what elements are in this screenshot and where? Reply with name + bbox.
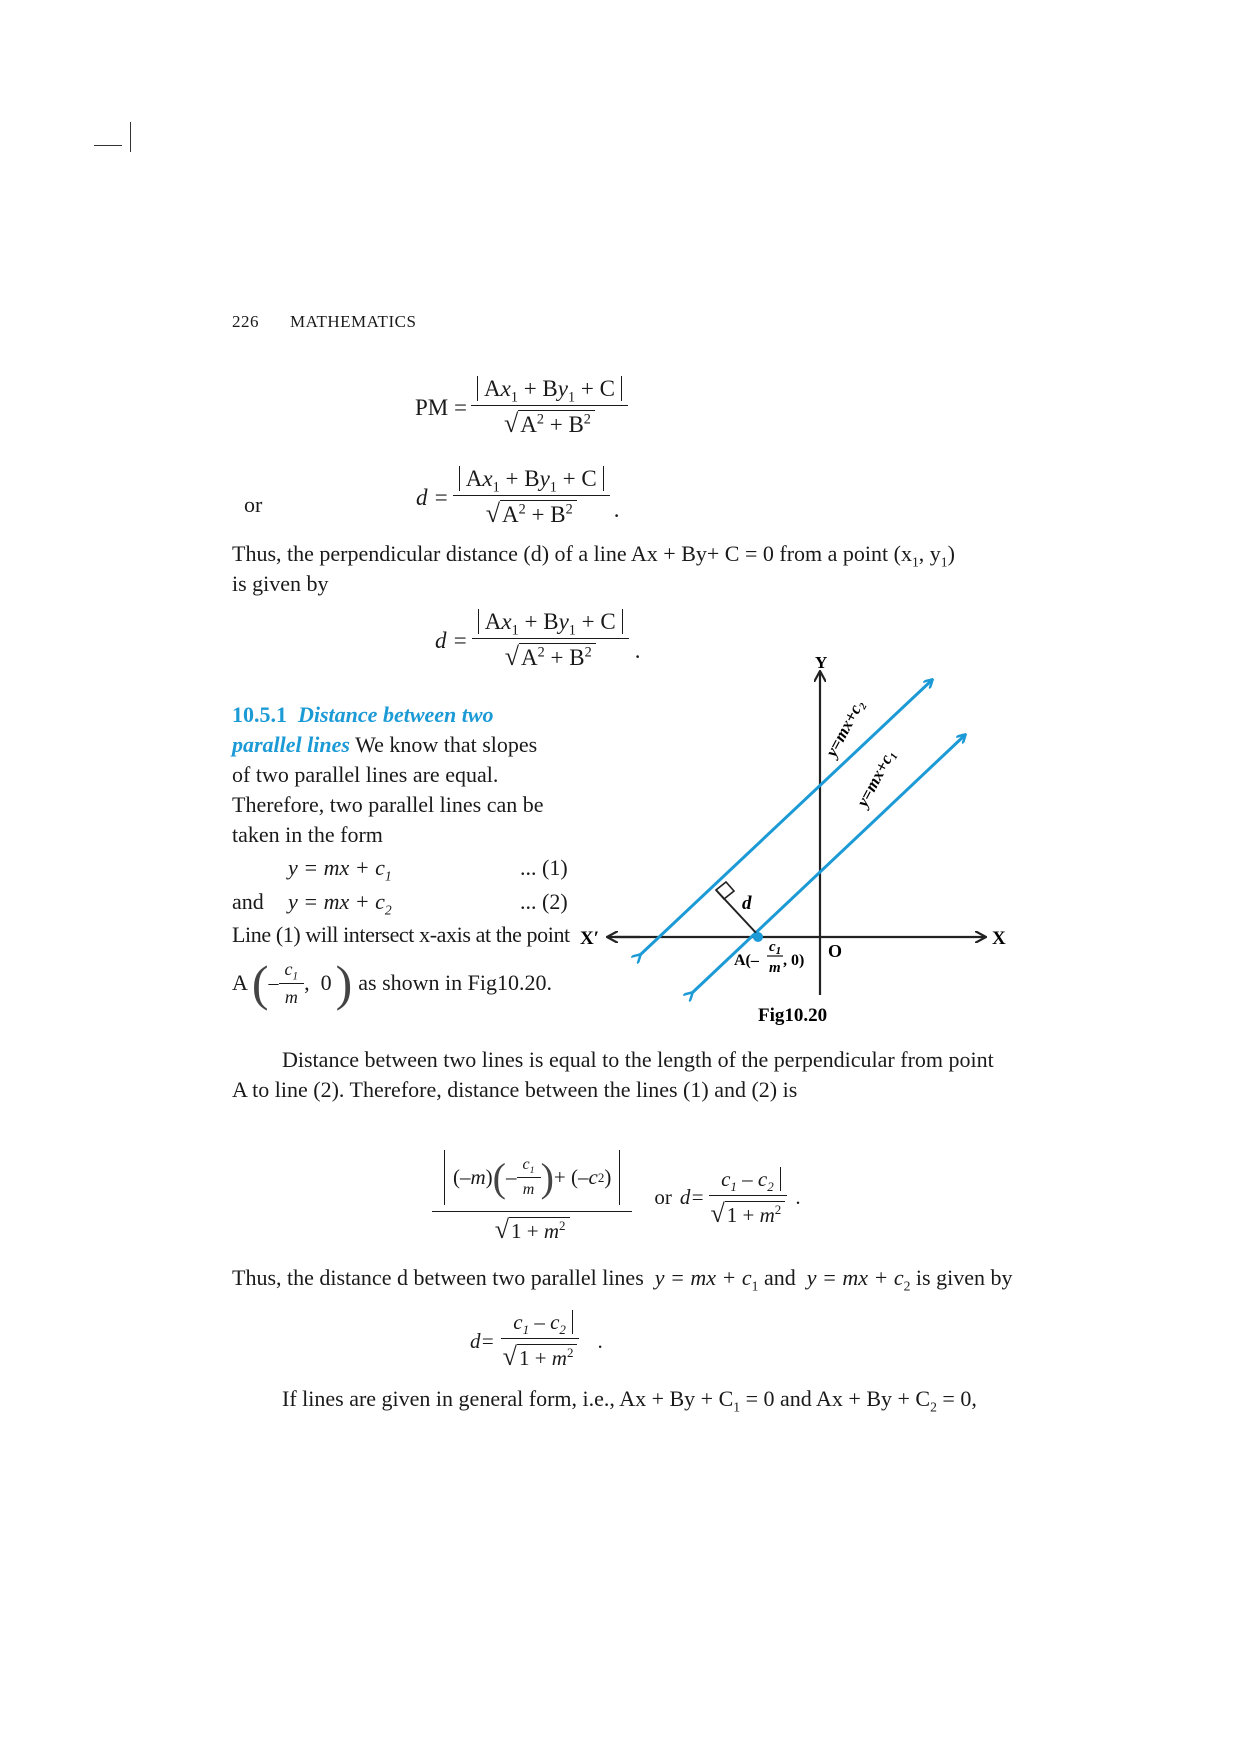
- eq-big-frac2: $\frac{c_1 - c_2}{√1 + m^2}$: [705, 1167, 792, 1229]
- section-title-b: parallel lines: [232, 732, 350, 757]
- intersect-text: Line (1) will intersect x-axis at the point: [232, 922, 570, 947]
- equation-big: [432, 1150, 801, 1245]
- line-eq2-sub: 2: [384, 902, 392, 918]
- line-c2-label: y=mx+c₂: [821, 696, 868, 760]
- eq-final-fraction: $\frac{c_1 - c_2}{√1 + m^2}$: [497, 1310, 584, 1372]
- paragraph-parallel-distance: Thus, the distance d between two parallel lines y = mx + $c_1$ and y = mx + $c_2$ is given by: [232, 1265, 1013, 1294]
- point-a-letter: A: [232, 970, 248, 995]
- para2-line1: Distance between two lines is equal to the length of the perpendicular from point: [282, 1047, 994, 1072]
- paragraph-distance-between-lines: [232, 1045, 1032, 1105]
- point-a-after: as shown in Fig10.20.: [358, 970, 553, 995]
- point-a-label-rest: , 0): [783, 952, 805, 969]
- right-angle-marker: [716, 882, 734, 899]
- point-a-label-c: c: [769, 939, 776, 955]
- para1-close: ): [947, 541, 955, 566]
- point-a-label-num: [769, 939, 781, 957]
- point-a-label-den: m: [769, 960, 781, 976]
- figure-parallel-lines: [580, 650, 1020, 1040]
- line-equation-2-ref: ... (2): [520, 889, 568, 914]
- section-body4: taken in the form: [232, 822, 383, 847]
- para4-text: If lines are given in general form, i.e., Ax + By + C: [282, 1386, 734, 1411]
- para3-text: Thus, the distance d between two parallel lines: [232, 1265, 644, 1290]
- para2-line2: A to line (2). Therefore, distance between the lines (1) and (2) is: [232, 1077, 798, 1102]
- section-body3: Therefore, two parallel lines can be: [232, 792, 544, 817]
- point-a-num-sub: 1: [292, 970, 299, 983]
- section-distance-parallel-lines: [232, 700, 632, 850]
- para3-and: and: [763, 1265, 796, 1290]
- eq-big-lhs: d=: [679, 1185, 705, 1209]
- point-a-expression: A ( – $\frac{c_1}{m}$ , 0 ) as shown in Fig10.20.: [232, 955, 553, 1011]
- section-body1: We know that slopes: [355, 732, 538, 757]
- point-a-label-sub: 1: [775, 945, 782, 957]
- line-eq1-text: y = mx + c: [288, 855, 385, 880]
- para4-sub2: 2: [930, 1399, 937, 1415]
- paragraph-perpendicular-distance: [232, 539, 1032, 599]
- and-label: and: [232, 889, 264, 914]
- point-a-fraction: [279, 959, 305, 1008]
- running-title: MATHEMATICS: [290, 312, 417, 331]
- para4-end: = 0,: [936, 1386, 977, 1411]
- eq-d2-fraction: $\frac{Ax_1 + By_1 + C}{√A^2 + B^2}$: [472, 609, 629, 672]
- para1-sub2: 1: [940, 554, 948, 570]
- eq-big-or: or: [654, 1185, 672, 1209]
- distance-label: d: [742, 893, 752, 914]
- line-equation-1-ref: ... (1): [520, 855, 568, 880]
- section-number: 10.5.1: [232, 702, 287, 727]
- eq-final-period: .: [597, 1328, 603, 1353]
- para4-mid: = 0 and Ax + By + C: [740, 1386, 931, 1411]
- point-a-y: 0: [320, 970, 332, 995]
- x-axis-label: X: [992, 928, 1006, 949]
- y-axis-label: Y: [815, 653, 828, 672]
- paragraph-general-form: [282, 1384, 977, 1414]
- section-body2: of two parallel lines are equal.: [232, 762, 499, 787]
- line-equation-1: [288, 853, 392, 883]
- eq-final-lhs: d=: [470, 1328, 495, 1353]
- eq-big-fraction: (– m ) ( – $\frac{c_1}{m}$ ) + (– c 2 ) $√1 + m^2$: [432, 1150, 632, 1245]
- crop-mark-vertical: [130, 122, 131, 152]
- eq-d1-fraction: $\frac{Ax_1 + By_1 + C}{√A^2 + B^2}$: [453, 466, 610, 529]
- eq-d1-period: .: [613, 496, 620, 522]
- para3-end: is given by: [915, 1265, 1013, 1290]
- equation-final: [470, 1310, 603, 1372]
- para1-sub1: 1: [911, 554, 919, 570]
- origin-label: O: [828, 941, 843, 961]
- para4-sub1: 1: [733, 1399, 741, 1415]
- point-a-dot: [753, 932, 763, 942]
- eq-big-period: .: [795, 1185, 801, 1209]
- or-label: or: [244, 492, 263, 517]
- page-number: 226: [232, 312, 259, 331]
- line-eq2-text: y = mx + c: [288, 889, 385, 914]
- para1-mid: , y: [918, 541, 941, 566]
- x-axis-left-label: X′: [580, 928, 600, 949]
- line-c2: [640, 680, 932, 955]
- line-equation-2: [288, 887, 392, 917]
- equation-d1: [416, 466, 619, 529]
- point-a-num: c: [284, 958, 293, 979]
- eq-d1-lhs: d =: [416, 484, 449, 510]
- equation-pm: [415, 376, 628, 439]
- para1-text: Thus, the perpendicular distance (d) of a line Ax + By+ C = 0 from a point (x: [232, 541, 912, 566]
- para1-line2: is given by: [232, 571, 329, 596]
- figure-caption: Fig10.20: [758, 1005, 828, 1026]
- line-c1-label: y=mx+c₁: [852, 746, 899, 810]
- point-a-label: A(–: [734, 952, 759, 969]
- point-a-den: m: [284, 986, 298, 1007]
- line-eq1-sub: 1: [384, 868, 392, 884]
- eq-d2-period: .: [634, 637, 641, 663]
- eq-pm-fraction: $\frac{Ax_1 + By_1 + C}{√A^2 + B^2}$: [471, 376, 628, 439]
- eq-d2-lhs: d =: [435, 627, 468, 653]
- eq-pm-lhs: PM =: [415, 394, 467, 420]
- section-title-a: Distance between two: [298, 702, 494, 727]
- crop-mark: [94, 145, 122, 146]
